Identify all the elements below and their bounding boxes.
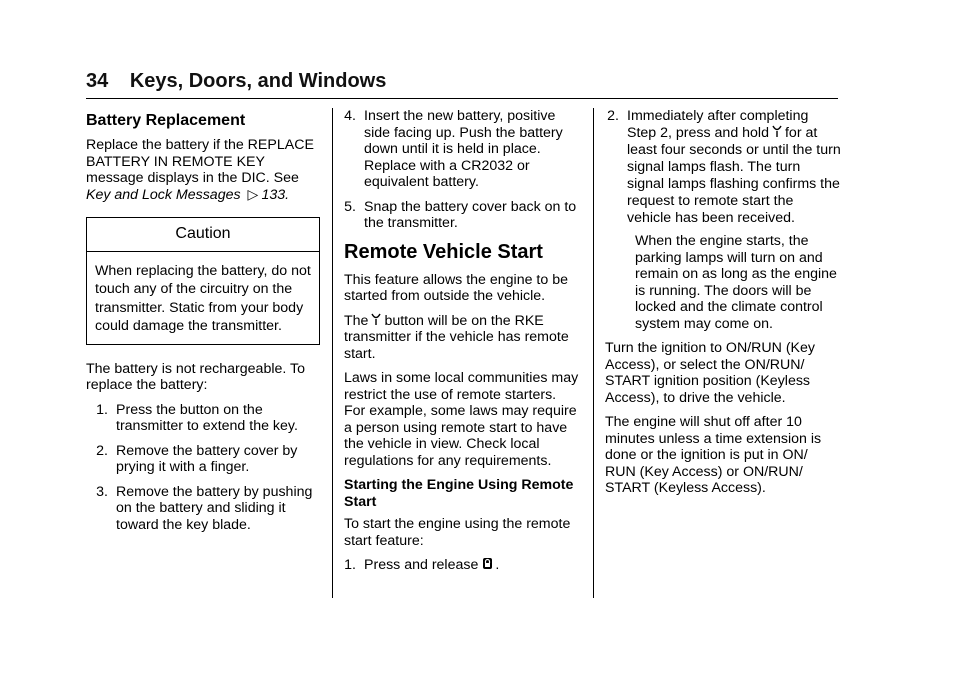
- list-item: 3. Remove the battery by pushing on the battery and sliding it toward the key blade.: [96, 483, 313, 533]
- list-item: 4. Insert the new battery, positive side facing up. Push the battery down until it is held in place. Replace with a CR2032 or equivalent battery.: [344, 108, 563, 190]
- xref-page[interactable]: 133.: [261, 186, 290, 203]
- lock-icon: [482, 557, 493, 570]
- remote-start-icon: [772, 125, 782, 138]
- list-item: 2. Remove the battery cover by prying it with a finger.: [96, 442, 298, 475]
- subhead-starting-engine: Starting the Engine Using Remote Start: [344, 477, 574, 510]
- remote-start-steps: [344, 557, 580, 574]
- xref-key-lock-messages[interactable]: Key and Lock Messages: [86, 186, 241, 203]
- step2-extra: When the engine starts, the parking lamps will turn on and remain on as long as the engine is running. The doors will be locked and the climate control system may come on.: [635, 233, 837, 332]
- remote-start-p6: The engine will shut off after 10 minutes unless a time extension is done or the ignition is put in ON/ RUN (Key Access) or ON/RUN/ START (Keyless Access).: [605, 414, 822, 496]
- column-3: [605, 108, 841, 505]
- page-header: [86, 70, 386, 93]
- page-reference-arrow-icon: ▷: [247, 186, 259, 203]
- caution-body: When replacing the battery, do not touch any of the circuitry on the transmitter. Static from your body could damage the transmitter.: [95, 262, 311, 334]
- battery-not-rechargeable: The battery is not rechargeable. To replace the battery:: [86, 360, 305, 393]
- list-item: 1. Press the button on the transmitter to extend the key.: [96, 401, 298, 434]
- column-divider-1: [332, 108, 333, 598]
- remote-start-p4: To start the engine using the remote start feature:: [344, 516, 571, 549]
- remote-start-steps-continued: [605, 108, 841, 227]
- caution-box: [86, 217, 320, 345]
- remote-start-p2: The button will be on the RKE transmitter if the vehicle has remote start.: [344, 312, 569, 362]
- battery-steps-continued: [344, 108, 580, 232]
- page-number: 34: [86, 70, 109, 92]
- chapter-title: Keys, Doors, and Windows: [129, 70, 387, 92]
- list-item: 5. Snap the battery cover back on to the transmitter.: [344, 198, 577, 231]
- remote-start-p3: Laws in some local communities may restrict the use of remote starters. For example, some laws may require a person using remote start to have the vehicle in view. Check local regulations for any requirements.: [344, 370, 579, 469]
- column-1: [86, 108, 320, 541]
- remote-start-p5: Turn the ignition to ON/RUN (Key Access), or select the ON/RUN/ START ignition position (Keyless Access), to drive the vehicle.: [605, 340, 815, 406]
- column-2: [344, 108, 580, 582]
- caution-title: Caution: [87, 218, 319, 252]
- section-title-battery: Battery Replacement: [86, 112, 246, 129]
- list-item: 2. Immediately after completing Step 2, press and hold for at least four seconds or until the turn signal lamps flash. The turn signal lamps flashing confirms the request to remote start the vehicle has been received.: [607, 108, 841, 226]
- battery-intro: Replace the battery if the REPLACE BATTERY IN REMOTE KEY message displays in the DIC. See Key and Lock Messages ▷ 133.: [86, 137, 314, 203]
- remote-start-p1: This feature allows the engine to be started from outside the vehicle.: [344, 271, 568, 304]
- remote-start-icon: [371, 313, 381, 326]
- battery-steps-list: [86, 402, 320, 534]
- list-item: 1. Press and release .: [344, 557, 500, 573]
- header-rule: [86, 98, 838, 99]
- column-divider-2: [593, 108, 594, 598]
- section-title-remote-start: Remote Vehicle Start: [344, 240, 543, 263]
